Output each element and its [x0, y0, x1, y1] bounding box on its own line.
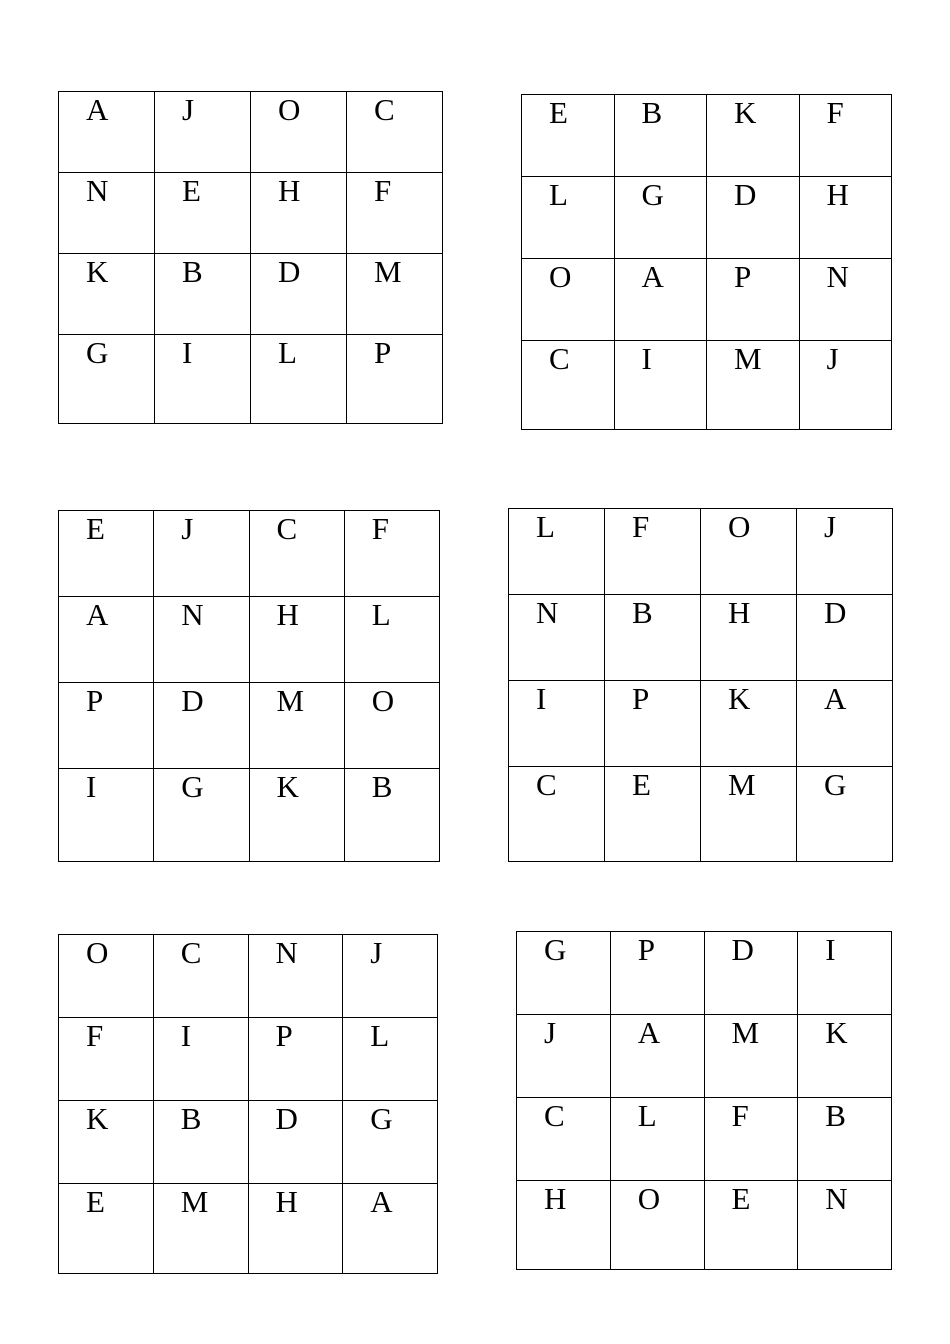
- grid-cell-letter: L: [343, 1018, 438, 1101]
- grid-cell-letter: I: [153, 1018, 248, 1101]
- letter-grid-5: [58, 934, 438, 1274]
- letter-grid-6: [516, 931, 892, 1270]
- grid-row: [522, 259, 892, 341]
- grid-cell-letter: M: [249, 683, 344, 769]
- grid-cell-letter: K: [59, 254, 155, 335]
- grid-cell-letter: F: [704, 1098, 798, 1181]
- grid-cell-letter: B: [155, 254, 251, 335]
- grid-cell-letter: K: [707, 95, 800, 177]
- grid-cell-letter: E: [59, 511, 154, 597]
- grid-cell-letter: K: [249, 769, 344, 862]
- grid-cell-letter: J: [154, 511, 249, 597]
- letter-grid-1: [58, 91, 443, 424]
- grid-cell-letter: K: [701, 681, 797, 767]
- grid-cell-letter: N: [248, 935, 343, 1018]
- grid-cell-letter: P: [707, 259, 800, 341]
- grid-cell-letter: P: [248, 1018, 343, 1101]
- grid-cell-letter: P: [605, 681, 701, 767]
- grid-cell-letter: F: [59, 1018, 154, 1101]
- grid-cell-letter: M: [153, 1184, 248, 1274]
- grid-row: [59, 511, 440, 597]
- grid-cell-letter: E: [704, 1181, 798, 1270]
- grid-cell-letter: D: [797, 595, 893, 681]
- grid-cell-letter: A: [59, 597, 154, 683]
- grid-cell-letter: G: [154, 769, 249, 862]
- grid-cell-letter: D: [704, 932, 798, 1015]
- grid-cell-letter: J: [797, 509, 893, 595]
- grid-cell-letter: N: [59, 173, 155, 254]
- grid-cell-letter: H: [249, 597, 344, 683]
- grid-cell-letter: E: [522, 95, 615, 177]
- grid-cell-letter: G: [59, 335, 155, 424]
- grid-row: [522, 177, 892, 259]
- grid-cell-letter: H: [251, 173, 347, 254]
- grid-cell-letter: B: [344, 769, 439, 862]
- grid-cell-letter: K: [59, 1101, 154, 1184]
- grid-cell-letter: D: [248, 1101, 343, 1184]
- grid-cell-letter: O: [522, 259, 615, 341]
- grid-cell-letter: B: [614, 95, 707, 177]
- grid-cell-letter: N: [799, 259, 892, 341]
- grid-cell-letter: O: [701, 509, 797, 595]
- grid-row: [517, 1015, 892, 1098]
- grid-cell-letter: E: [59, 1184, 154, 1274]
- grid-row: [59, 683, 440, 769]
- grid-cell-letter: C: [509, 767, 605, 862]
- grid-cell-letter: F: [799, 95, 892, 177]
- grid-cell-letter: A: [610, 1015, 704, 1098]
- grid-cell-letter: C: [249, 511, 344, 597]
- grid-cell-letter: C: [522, 341, 615, 430]
- grid-cell-letter: M: [707, 341, 800, 430]
- grid-row: [59, 1184, 438, 1274]
- grid-cell-letter: D: [251, 254, 347, 335]
- grid-cell-letter: J: [155, 92, 251, 173]
- grid-cell-letter: E: [605, 767, 701, 862]
- grid-cell-letter: G: [343, 1101, 438, 1184]
- grid-cell-letter: C: [347, 92, 443, 173]
- grid-cell-letter: I: [614, 341, 707, 430]
- grid-cell-letter: A: [614, 259, 707, 341]
- grid-row: [517, 1098, 892, 1181]
- grid-cell-letter: G: [797, 767, 893, 862]
- grid-cell-letter: E: [155, 173, 251, 254]
- grid-row: [59, 769, 440, 862]
- grid-cell-letter: J: [343, 935, 438, 1018]
- grid-cell-letter: I: [509, 681, 605, 767]
- grid-cell-letter: P: [347, 335, 443, 424]
- grid-cell-letter: H: [248, 1184, 343, 1274]
- grid-row: [59, 935, 438, 1018]
- grid-cell-letter: F: [344, 511, 439, 597]
- grid-cell-letter: A: [59, 92, 155, 173]
- grid-cell-letter: H: [799, 177, 892, 259]
- grid-cell-letter: M: [347, 254, 443, 335]
- grid-cell-letter: L: [251, 335, 347, 424]
- grid-cell-letter: N: [509, 595, 605, 681]
- grid-cell-letter: I: [155, 335, 251, 424]
- grid-cell-letter: P: [610, 932, 704, 1015]
- grid-cell-letter: I: [59, 769, 154, 862]
- grid-cell-letter: B: [605, 595, 701, 681]
- grid-cell-letter: M: [704, 1015, 798, 1098]
- grid-cell-letter: B: [798, 1098, 892, 1181]
- grid-row: [509, 681, 893, 767]
- grid-cell-letter: J: [799, 341, 892, 430]
- grid-row: [522, 341, 892, 430]
- grid-row: [59, 173, 443, 254]
- grid-cell-letter: D: [154, 683, 249, 769]
- grid-cell-letter: K: [798, 1015, 892, 1098]
- grid-row: [517, 1181, 892, 1270]
- grid-row: [522, 95, 892, 177]
- grid-row: [509, 595, 893, 681]
- letter-grid-2: [521, 94, 892, 430]
- grid-cell-letter: M: [701, 767, 797, 862]
- grid-cell-letter: P: [59, 683, 154, 769]
- grid-cell-letter: O: [59, 935, 154, 1018]
- grid-cell-letter: L: [610, 1098, 704, 1181]
- grid-cell-letter: A: [343, 1184, 438, 1274]
- grid-row: [59, 92, 443, 173]
- grid-row: [517, 932, 892, 1015]
- grid-row: [59, 1018, 438, 1101]
- letter-grid-4: [508, 508, 893, 862]
- grid-row: [59, 1101, 438, 1184]
- grid-row: [509, 767, 893, 862]
- grid-cell-letter: H: [517, 1181, 611, 1270]
- grid-cell-letter: F: [605, 509, 701, 595]
- grid-cell-letter: H: [701, 595, 797, 681]
- letter-grid-3: [58, 510, 440, 862]
- grid-cell-letter: B: [153, 1101, 248, 1184]
- grid-cell-letter: N: [154, 597, 249, 683]
- grid-row: [59, 335, 443, 424]
- grid-cell-letter: O: [344, 683, 439, 769]
- grid-cell-letter: G: [614, 177, 707, 259]
- grid-cell-letter: O: [251, 92, 347, 173]
- grid-cell-letter: J: [517, 1015, 611, 1098]
- grid-row: [59, 254, 443, 335]
- grid-row: [59, 597, 440, 683]
- grid-cell-letter: L: [522, 177, 615, 259]
- grid-cell-letter: D: [707, 177, 800, 259]
- grid-cell-letter: N: [798, 1181, 892, 1270]
- grid-cell-letter: F: [347, 173, 443, 254]
- grid-cell-letter: A: [797, 681, 893, 767]
- grid-cell-letter: C: [153, 935, 248, 1018]
- grid-cell-letter: L: [344, 597, 439, 683]
- grid-cell-letter: I: [798, 932, 892, 1015]
- grid-cell-letter: G: [517, 932, 611, 1015]
- grid-cell-letter: L: [509, 509, 605, 595]
- grid-row: [509, 509, 893, 595]
- grid-cell-letter: O: [610, 1181, 704, 1270]
- grid-cell-letter: C: [517, 1098, 611, 1181]
